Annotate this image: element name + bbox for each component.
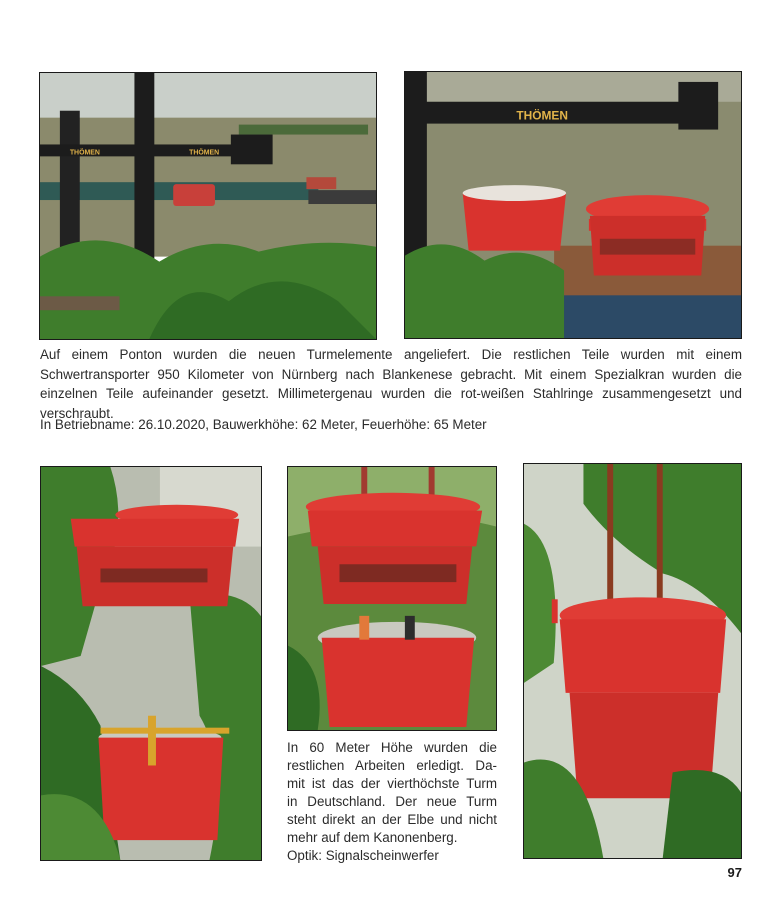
- caption-bottom-line: Optik: Signalscheinwerfer: [287, 848, 439, 863]
- photo-tower-lifted-trees: [40, 466, 262, 861]
- photo-tower-completed-top: [523, 463, 742, 859]
- caption-bottom-line: in Deutschland. Der neue Turm: [287, 794, 497, 809]
- page-number: 97: [727, 865, 742, 880]
- crane-label-text-3: THÖMEN: [516, 108, 568, 123]
- caption-bottom-line: restlichen Arbeiten erledigt. Da-: [287, 758, 497, 773]
- caption-bottom: [287, 739, 497, 865]
- crane-label-text: THÖMEN: [69, 149, 100, 157]
- caption-top: Auf einem Ponton wurden die neuen Turmelemente angeliefert. Die restlichen Teile wurden mit einem Schwertransporter 950 Kilometer von Nürnberg nach Blankenese gebracht. Mit einem Spezialkran wurden die einzelnen Teile aufeinander gesetzt. Millimetergenau wurden die rot-weißen Stahlringe zusammengesetzt und verschraubt.: [40, 347, 742, 421]
- caption-bottom-line: In 60 Meter Höhe wurden die: [287, 740, 497, 755]
- caption-bottom-line: steht direkt an der Elbe und nicht: [287, 812, 497, 827]
- photo-crane-tower-segments: [404, 71, 742, 339]
- meta-line: In Betriebname: 26.10.2020, Bauwerkhöhe: 62 Meter, Feuerhöhe: 65 Meter: [40, 417, 487, 432]
- photo-tower-assembly-workers: [287, 466, 497, 731]
- crane-label-text-2: THÖMEN: [189, 149, 220, 157]
- caption-bottom-line: mehr auf dem Kanonenberg.: [287, 830, 458, 845]
- caption-bottom-line: mit ist das der vierthöchste Turm: [287, 776, 497, 791]
- photo-pontoon-harbor: [39, 72, 377, 340]
